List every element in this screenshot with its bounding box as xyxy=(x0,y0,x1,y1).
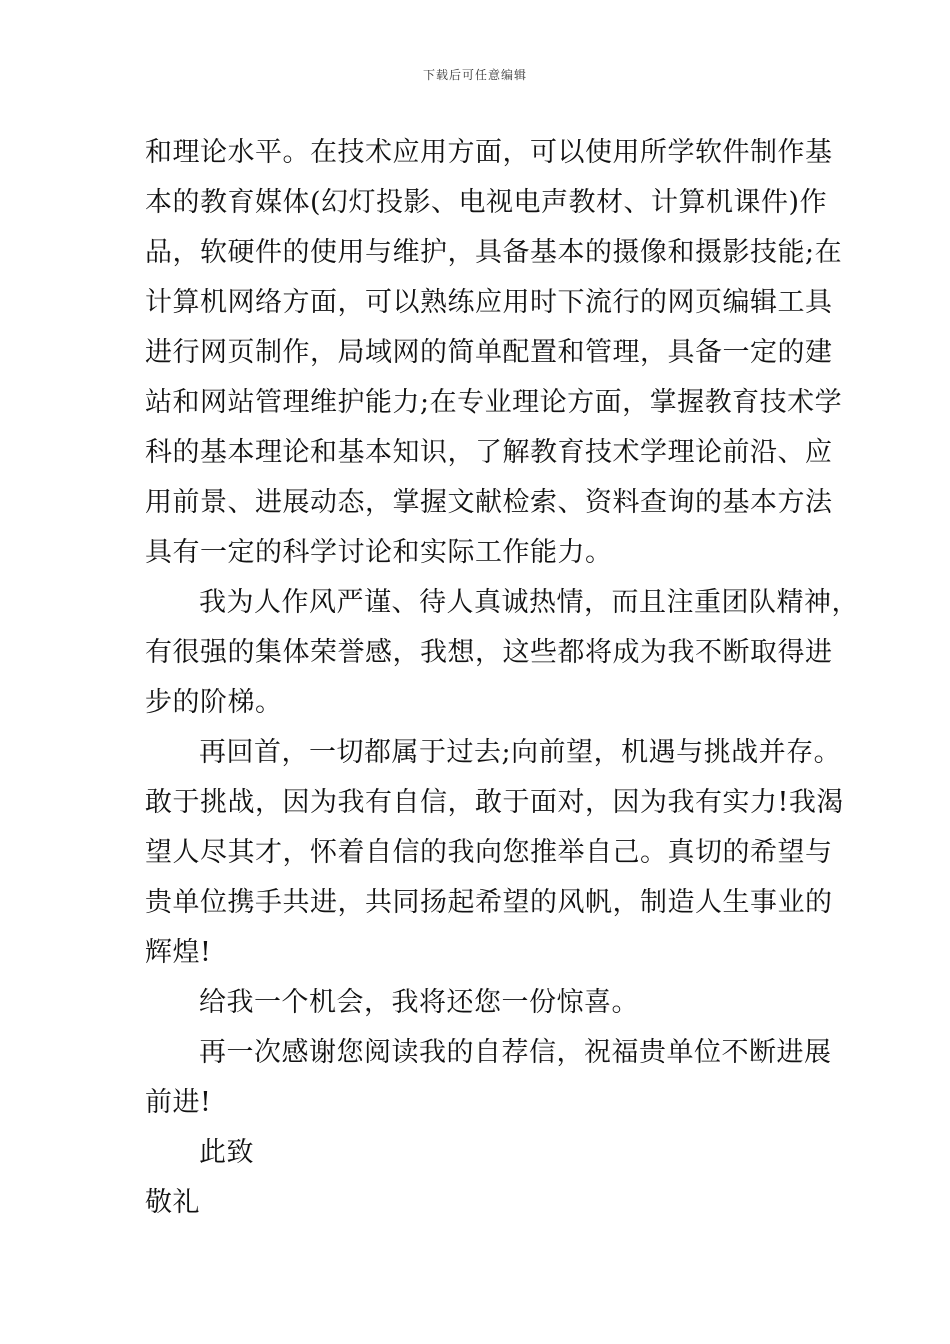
text-line: 本的教育媒体(幻灯投影、电视电声教材、计算机课件)作 xyxy=(145,187,828,218)
text-line: 科的基本理论和基本知识，了解教育技术学理论前沿、应 xyxy=(145,437,833,468)
paragraph-start-line: 再一次感谢您阅读我的自荐信，祝福贵单位不断进展 xyxy=(199,1037,832,1068)
text-line: 进行网页制作，局域网的简单配置和管理，具备一定的建 xyxy=(145,337,833,368)
closing-salutation: 此致 xyxy=(199,1137,254,1168)
text-line: 步的阶梯。 xyxy=(145,687,283,718)
text-line: 具有一定的科学讨论和实际工作能力。 xyxy=(145,537,613,568)
text-line: 和理论水平。在技术应用方面，可以使用所学软件制作基 xyxy=(145,137,833,168)
paragraph-start-line: 再回首，一切都属于过去;向前望，机遇与挑战并存。 xyxy=(199,737,842,768)
text-line: 前进! xyxy=(145,1087,212,1118)
page-header: 下载后可任意编辑 xyxy=(422,68,527,82)
text-line: 用前景、进展动态，掌握文献检索、资料查询的基本方法 xyxy=(145,487,833,518)
text-line: 计算机网络方面，可以熟练应用时下流行的网页编辑工具 xyxy=(145,287,833,318)
paragraph-start-line: 给我一个机会，我将还您一份惊喜。 xyxy=(199,987,639,1018)
text-line: 贵单位携手共进，共同扬起希望的风帆，制造人生事业的 xyxy=(145,887,833,918)
text-line: 敢于挑战，因为我有自信，敢于面对，因为我有实力!我渴 xyxy=(145,787,844,818)
paragraph-start-line: 我为人作风严谨、待人真诚热情，而且注重团队精神， xyxy=(199,587,859,618)
text-line: 辉煌! xyxy=(145,937,212,968)
text-line: 品，软硬件的使用与维护，具备基本的摄像和摄影技能;在 xyxy=(145,237,843,268)
text-line: 望人尽其才，怀着自信的我向您推举自己。真切的希望与 xyxy=(145,837,833,868)
letter-body xyxy=(145,128,859,1228)
text-line: 有很强的集体荣誉感，我想，这些都将成为我不断取得进 xyxy=(145,637,833,668)
closing-regards: 敬礼 xyxy=(145,1187,200,1218)
text-line: 站和网站管理维护能力;在专业理论方面，掌握教育技术学 xyxy=(145,387,843,418)
